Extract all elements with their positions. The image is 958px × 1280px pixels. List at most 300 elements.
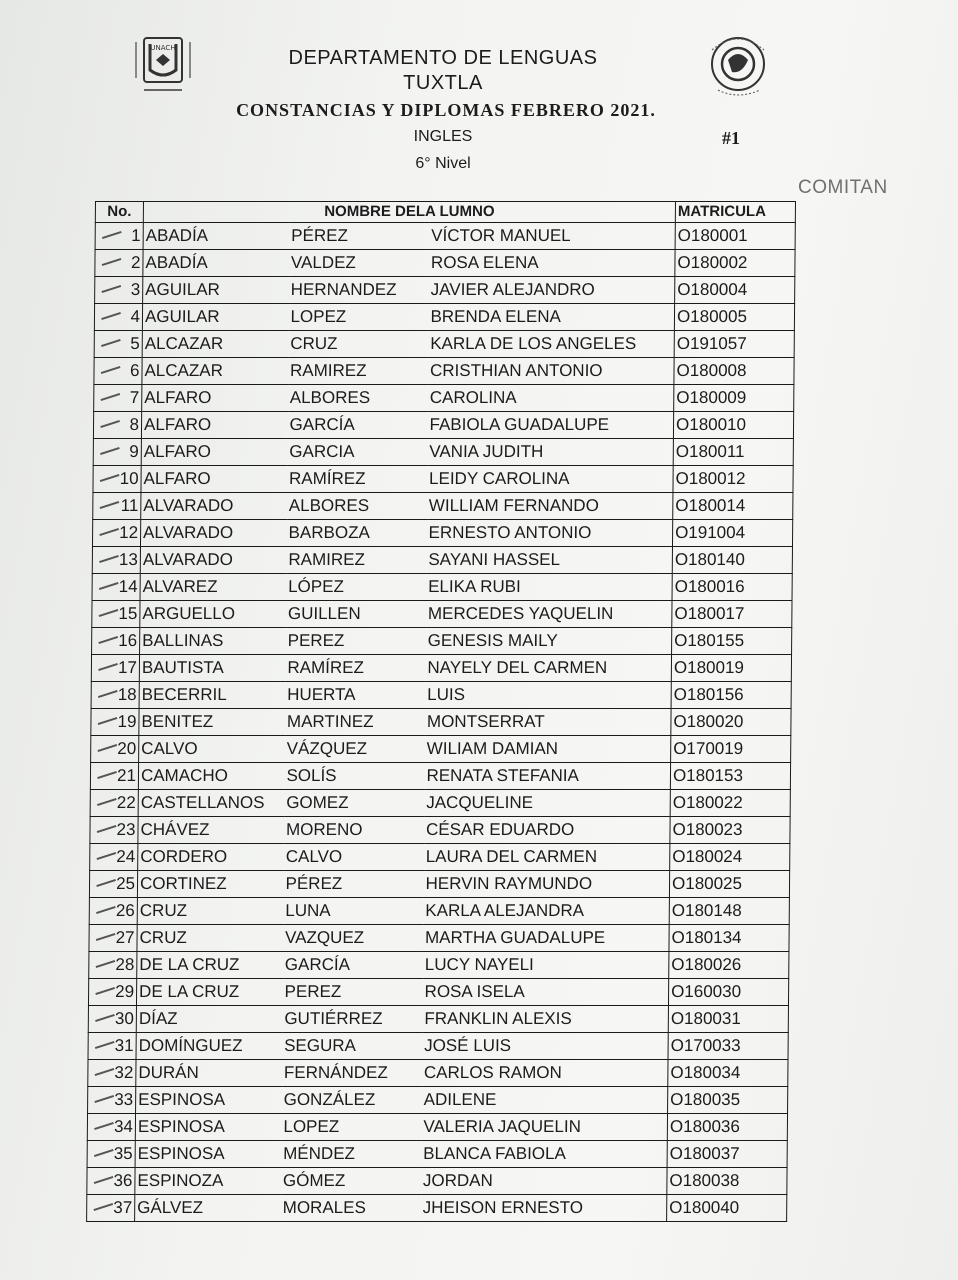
row-number-text: 24 xyxy=(116,847,136,866)
table-row xyxy=(94,331,794,358)
first-surname: ALVARADO xyxy=(140,547,286,574)
second-surname: VALDEZ xyxy=(289,250,429,277)
row-number-text: 8 xyxy=(129,415,140,434)
row-number xyxy=(88,1060,136,1087)
check-mark-icon xyxy=(97,825,117,833)
row-number xyxy=(89,871,137,898)
row-number-text: 19 xyxy=(117,712,137,731)
table-row xyxy=(94,358,794,385)
first-surname: GÁLVEZ xyxy=(135,1195,281,1222)
department-title: DEPARTAMENTO DE LENGUAS xyxy=(288,47,598,69)
first-surname: CORTINEZ xyxy=(137,871,283,898)
table-row xyxy=(92,601,792,628)
first-surname: BAUTISTA xyxy=(139,655,285,682)
matricula: O180005 xyxy=(674,304,794,331)
matricula: O180037 xyxy=(667,1141,787,1168)
row-number xyxy=(87,1195,135,1222)
check-mark-icon xyxy=(98,663,118,671)
second-surname: SEGURA xyxy=(282,1033,422,1060)
second-surname: GARCIA xyxy=(287,439,427,466)
given-names: CRISTHIAN ANTONIO xyxy=(428,358,674,385)
matricula: O180017 xyxy=(672,601,792,628)
table-row xyxy=(92,628,792,655)
second-surname: HUERTA xyxy=(285,682,425,709)
table-row xyxy=(92,574,792,601)
first-surname: ESPINOZA xyxy=(135,1168,281,1195)
check-mark-icon xyxy=(97,744,117,752)
given-names: JORDAN xyxy=(421,1168,667,1195)
row-number-text: 7 xyxy=(129,388,140,407)
matricula: O180008 xyxy=(674,358,794,385)
check-mark-icon xyxy=(99,582,119,590)
check-mark-icon xyxy=(94,1095,114,1103)
first-surname: BECERRIL xyxy=(139,682,285,709)
row-number-text: 25 xyxy=(116,874,136,893)
first-surname: ALVARADO xyxy=(141,493,287,520)
matricula: O180031 xyxy=(668,1006,788,1033)
second-surname: MÉNDEZ xyxy=(281,1141,421,1168)
second-surname: LOPEZ xyxy=(288,304,428,331)
matricula: O180010 xyxy=(673,412,793,439)
row-number-text: 11 xyxy=(120,496,139,515)
check-mark-icon xyxy=(98,717,118,725)
given-names: CAROLINA xyxy=(428,385,674,412)
row-number-text: 23 xyxy=(116,820,136,839)
table-row xyxy=(88,1060,788,1087)
second-surname: GUTIÉRREZ xyxy=(282,1006,422,1033)
matricula: O180155 xyxy=(672,628,792,655)
table-row xyxy=(87,1141,787,1168)
given-names: SAYANI HASSEL xyxy=(426,547,672,574)
given-names: HERVIN RAYMUNDO xyxy=(423,871,669,898)
first-surname: BENITEZ xyxy=(139,709,285,736)
check-mark-icon xyxy=(101,393,121,401)
first-surname: CAMACHO xyxy=(138,763,284,790)
campus-label: COMITAN xyxy=(798,177,888,198)
row-number xyxy=(92,574,140,601)
row-number xyxy=(89,925,137,952)
table-row xyxy=(90,790,790,817)
check-mark-icon xyxy=(96,879,116,887)
check-mark-icon xyxy=(95,1068,115,1076)
check-mark-icon xyxy=(99,609,119,617)
row-number xyxy=(88,1033,136,1060)
given-names: VANIA JUDITH xyxy=(427,439,673,466)
second-surname: VAZQUEZ xyxy=(283,925,423,952)
given-names: JOSÉ LUIS xyxy=(422,1033,668,1060)
given-names: ROSA ISELA xyxy=(422,979,668,1006)
given-names: MERCEDES YAQUELIN xyxy=(426,601,672,628)
table-row xyxy=(89,898,789,925)
matricula: O180156 xyxy=(671,682,791,709)
first-surname: DÍAZ xyxy=(136,1006,282,1033)
first-surname: ESPINOSA xyxy=(135,1141,281,1168)
given-names: NAYELY DEL CARMEN xyxy=(425,655,671,682)
check-mark-icon xyxy=(100,474,120,482)
second-surname: HERNANDEZ xyxy=(289,277,429,304)
row-number-text: 21 xyxy=(116,766,137,785)
table-row xyxy=(95,223,795,250)
given-names: VALERIA JAQUELIN xyxy=(421,1114,667,1141)
row-number xyxy=(92,601,140,628)
row-number-text: 33 xyxy=(114,1090,134,1109)
check-mark-icon xyxy=(94,1176,114,1184)
row-number-text: 18 xyxy=(117,685,137,704)
second-surname: LUNA xyxy=(283,898,423,925)
row-number xyxy=(87,1141,135,1168)
given-names: ROSA ELENA xyxy=(429,250,675,277)
given-names: MARTHA GUADALUPE xyxy=(423,925,669,952)
second-surname: FERNÁNDEZ xyxy=(282,1060,422,1087)
second-surname: PÉREZ xyxy=(283,871,423,898)
first-surname: ALFARO xyxy=(142,385,288,412)
matricula: O180040 xyxy=(667,1195,787,1222)
table-row xyxy=(87,1168,787,1195)
matricula: O180001 xyxy=(675,223,795,250)
first-surname: BALLINAS xyxy=(140,628,286,655)
row-number-text: 2 xyxy=(130,253,141,272)
table-row xyxy=(95,250,795,277)
check-mark-icon xyxy=(97,852,117,860)
check-mark-icon xyxy=(99,528,119,536)
check-mark-icon xyxy=(93,1203,113,1211)
row-number xyxy=(91,655,139,682)
row-number-text: 27 xyxy=(115,928,135,947)
check-mark-icon xyxy=(97,771,117,779)
row-number xyxy=(93,493,141,520)
row-number-text: 3 xyxy=(130,280,141,299)
table-row xyxy=(94,385,794,412)
row-number xyxy=(88,1006,136,1033)
first-surname: CALVO xyxy=(139,736,285,763)
check-mark-icon xyxy=(96,906,116,914)
row-number xyxy=(93,466,141,493)
second-surname: MORENO xyxy=(284,817,424,844)
table-row xyxy=(95,277,795,304)
matricula: O180034 xyxy=(668,1060,788,1087)
check-mark-icon xyxy=(101,366,121,374)
first-surname: CRUZ xyxy=(137,925,283,952)
matricula: O180134 xyxy=(669,925,789,952)
row-number xyxy=(92,547,140,574)
row-number xyxy=(91,736,139,763)
row-number-text: 32 xyxy=(114,1063,134,1082)
first-surname: ALFARO xyxy=(141,412,287,439)
second-surname: RAMIREZ xyxy=(286,547,426,574)
table-row xyxy=(88,1087,788,1114)
second-surname: GONZÁLEZ xyxy=(282,1087,422,1114)
check-mark-icon xyxy=(102,258,122,266)
matricula: O180020 xyxy=(671,709,791,736)
row-number xyxy=(89,898,137,925)
table-row xyxy=(89,925,789,952)
document-title: CONSTANCIAS Y DIPLOMAS FEBRERO 2021. xyxy=(236,100,656,120)
check-mark-icon xyxy=(98,636,118,644)
matricula: O160030 xyxy=(668,979,788,1006)
row-number-text: 30 xyxy=(114,1009,134,1028)
second-surname: RAMÍREZ xyxy=(285,655,425,682)
given-names: JACQUELINE xyxy=(424,790,670,817)
second-surname: ALBORES xyxy=(287,493,427,520)
first-surname: ALFARO xyxy=(141,439,287,466)
city-title: TUXTLA xyxy=(403,72,483,94)
table-row xyxy=(90,844,790,871)
table-row xyxy=(91,709,791,736)
header-nombre: NOMBRE DELA LUMNO xyxy=(143,202,675,223)
matricula: O180026 xyxy=(669,952,789,979)
table-row xyxy=(93,466,793,493)
row-number xyxy=(89,952,137,979)
matricula: O180025 xyxy=(669,871,789,898)
given-names: LEIDY CAROLINA xyxy=(427,466,673,493)
first-surname: DE LA CRUZ xyxy=(136,979,282,1006)
matricula: O180153 xyxy=(670,763,790,790)
second-surname: PÉREZ xyxy=(289,223,429,250)
row-number-text: 9 xyxy=(129,442,139,461)
row-number xyxy=(88,1087,136,1114)
row-number-text: 37 xyxy=(113,1198,133,1217)
row-number xyxy=(91,709,139,736)
second-surname: GOMEZ xyxy=(284,790,424,817)
matricula: O180038 xyxy=(667,1168,787,1195)
table-row xyxy=(89,871,789,898)
second-surname: VÁZQUEZ xyxy=(285,736,425,763)
second-surname: CRUZ xyxy=(288,331,428,358)
second-surname: MORALES xyxy=(281,1195,421,1222)
matricula: O170033 xyxy=(668,1033,788,1060)
row-number-text: 15 xyxy=(118,604,138,623)
first-surname: ABADÍA xyxy=(143,250,289,277)
row-number-text: 31 xyxy=(114,1036,134,1055)
given-names: VÍCTOR MANUEL xyxy=(429,223,675,250)
given-names: LUCY NAYELI xyxy=(423,952,669,979)
matricula: O180016 xyxy=(672,574,792,601)
given-names: FABIOLA GUADALUPE xyxy=(427,412,673,439)
row-number xyxy=(92,520,140,547)
row-number xyxy=(90,763,138,790)
first-surname: DOMÍNGUEZ xyxy=(136,1033,282,1060)
row-number-text: 6 xyxy=(129,361,140,380)
level-label: 6° Nivel xyxy=(415,155,471,172)
first-surname: CHÁVEZ xyxy=(138,817,284,844)
second-surname: SOLÍS xyxy=(284,763,424,790)
given-names: WILIAM DAMIAN xyxy=(425,736,671,763)
first-surname: ARGUELLO xyxy=(140,601,286,628)
first-surname: ESPINOSA xyxy=(136,1087,282,1114)
second-surname: MARTINEZ xyxy=(285,709,425,736)
table-row xyxy=(93,412,793,439)
given-names: RENATA STEFANIA xyxy=(424,763,670,790)
given-names: ADILENE xyxy=(422,1087,668,1114)
check-mark-icon xyxy=(98,690,118,698)
second-surname: RAMÍREZ xyxy=(287,466,427,493)
table-row xyxy=(88,979,788,1006)
matricula: O180014 xyxy=(673,493,793,520)
check-mark-icon xyxy=(102,231,122,239)
first-surname: ALFARO xyxy=(141,466,287,493)
row-number-text: 35 xyxy=(113,1144,133,1163)
row-number-text: 34 xyxy=(113,1117,134,1136)
row-number xyxy=(94,304,142,331)
row-number-text: 10 xyxy=(119,469,139,488)
row-number-text: 12 xyxy=(119,523,139,542)
given-names: ERNESTO ANTONIO xyxy=(426,520,672,547)
table-row xyxy=(89,952,789,979)
given-names: KARLA DE LOS ANGELES xyxy=(428,331,674,358)
row-number xyxy=(95,223,143,250)
given-names: JAVIER ALEJANDRO xyxy=(429,277,675,304)
row-number xyxy=(92,628,140,655)
row-number-text: 13 xyxy=(118,550,138,569)
row-number-text: 1 xyxy=(131,226,141,245)
matricula: O180019 xyxy=(671,655,791,682)
row-number-text: 36 xyxy=(113,1171,133,1190)
first-surname: ALCAZAR xyxy=(142,358,288,385)
matricula: O170019 xyxy=(671,736,791,763)
first-surname: ALCAZAR xyxy=(142,331,288,358)
row-number-text: 4 xyxy=(130,307,141,326)
given-names: CARLOS RAMON xyxy=(422,1060,668,1087)
given-names: CÉSAR EDUARDO xyxy=(424,817,670,844)
table-row xyxy=(87,1195,787,1222)
row-number-text: 17 xyxy=(117,658,138,677)
row-number xyxy=(95,250,143,277)
second-surname: LOPEZ xyxy=(281,1114,421,1141)
matricula: O180012 xyxy=(673,466,793,493)
row-number xyxy=(90,817,138,844)
check-mark-icon xyxy=(96,933,116,941)
row-number-text: 28 xyxy=(115,955,135,974)
row-number xyxy=(93,439,141,466)
table-row xyxy=(92,547,792,574)
check-mark-icon xyxy=(97,798,117,806)
given-names: LUIS xyxy=(425,682,671,709)
row-number-text: 29 xyxy=(115,982,135,1001)
second-surname: CALVO xyxy=(284,844,424,871)
given-names: KARLA ALEJANDRA xyxy=(423,898,669,925)
row-number-text: 26 xyxy=(115,901,135,920)
table-row xyxy=(93,439,793,466)
check-mark-icon xyxy=(94,1122,114,1130)
first-surname: ESPINOSA xyxy=(135,1114,281,1141)
table-row xyxy=(90,763,790,790)
row-number xyxy=(94,331,142,358)
table-row xyxy=(92,520,792,547)
first-surname: DURÁN xyxy=(136,1060,282,1087)
row-number xyxy=(90,844,138,871)
table-row xyxy=(94,304,794,331)
check-mark-icon xyxy=(96,960,116,968)
matricula: O180024 xyxy=(670,844,790,871)
row-number-text: 14 xyxy=(118,577,138,596)
check-mark-icon xyxy=(101,312,121,320)
matricula: O180036 xyxy=(667,1114,787,1141)
second-surname: PEREZ xyxy=(282,979,422,1006)
given-names: FRANKLIN ALEXIS xyxy=(422,1006,668,1033)
first-surname: DE LA CRUZ xyxy=(137,952,283,979)
language-label: INGLES xyxy=(413,128,473,145)
given-names: BRENDA ELENA xyxy=(428,304,674,331)
given-names: JHEISON ERNESTO xyxy=(421,1195,667,1222)
given-names: MONTSERRAT xyxy=(425,709,671,736)
matricula: O180002 xyxy=(675,250,795,277)
check-mark-icon xyxy=(101,285,121,293)
matricula: O180023 xyxy=(670,817,790,844)
second-surname: GARCÍA xyxy=(287,412,427,439)
given-names: LAURA DEL CARMEN xyxy=(424,844,670,871)
row-number xyxy=(95,277,143,304)
row-number xyxy=(94,385,142,412)
given-names: ELIKA RUBI xyxy=(426,574,672,601)
check-mark-icon xyxy=(100,447,120,455)
row-number xyxy=(93,412,141,439)
row-number xyxy=(90,790,138,817)
first-surname: ABADÍA xyxy=(143,223,289,250)
matricula: O180148 xyxy=(669,898,789,925)
matricula: O180140 xyxy=(672,547,792,574)
given-names: WILLIAM FERNANDO xyxy=(427,493,673,520)
row-number-text: 16 xyxy=(118,631,138,650)
matricula: O191057 xyxy=(674,331,794,358)
table-row xyxy=(88,1006,788,1033)
row-number xyxy=(87,1168,135,1195)
check-mark-icon xyxy=(94,1149,114,1157)
table-row xyxy=(91,655,791,682)
table-row xyxy=(87,1114,787,1141)
table-row xyxy=(90,817,790,844)
first-surname: ALVARADO xyxy=(140,520,286,547)
table-header-row xyxy=(95,202,795,223)
row-number xyxy=(94,358,142,385)
check-mark-icon xyxy=(95,1014,115,1022)
second-surname: LÓPEZ xyxy=(286,574,426,601)
first-surname: CORDERO xyxy=(138,844,284,871)
second-surname: GÓMEZ xyxy=(281,1168,421,1195)
svg-text:UNACH: UNACH xyxy=(150,44,176,52)
matricula: O180022 xyxy=(670,790,790,817)
given-names: GENESIS MAILY xyxy=(426,628,672,655)
table-row xyxy=(91,682,791,709)
second-surname: GUILLEN xyxy=(286,601,426,628)
first-surname: AGUILAR xyxy=(143,277,289,304)
second-surname: PEREZ xyxy=(286,628,426,655)
row-number-text: 22 xyxy=(116,793,136,812)
check-mark-icon xyxy=(100,501,120,509)
second-surname: GARCÍA xyxy=(283,952,423,979)
matricula: O191004 xyxy=(673,520,793,547)
row-number xyxy=(91,682,139,709)
second-surname: ALBORES xyxy=(288,385,428,412)
first-surname: CASTELLANOS xyxy=(138,790,284,817)
first-surname: AGUILAR xyxy=(142,304,288,331)
first-surname: ALVAREZ xyxy=(140,574,286,601)
row-number-text: 5 xyxy=(130,334,140,353)
given-names: BLANCA FABIOLA xyxy=(421,1141,667,1168)
list-number: #1 xyxy=(722,128,740,148)
student-table xyxy=(86,201,796,1222)
check-mark-icon xyxy=(95,1041,115,1049)
check-mark-icon xyxy=(99,555,119,563)
row-number xyxy=(87,1114,135,1141)
matricula: O180009 xyxy=(674,385,794,412)
table-row xyxy=(93,493,793,520)
table-row xyxy=(88,1033,788,1060)
second-surname: BARBOZA xyxy=(286,520,426,547)
matricula: O180004 xyxy=(675,277,795,304)
header-matricula: MATRICULA xyxy=(675,202,795,223)
second-surname: RAMIREZ xyxy=(288,358,428,385)
matricula: O180035 xyxy=(668,1087,788,1114)
